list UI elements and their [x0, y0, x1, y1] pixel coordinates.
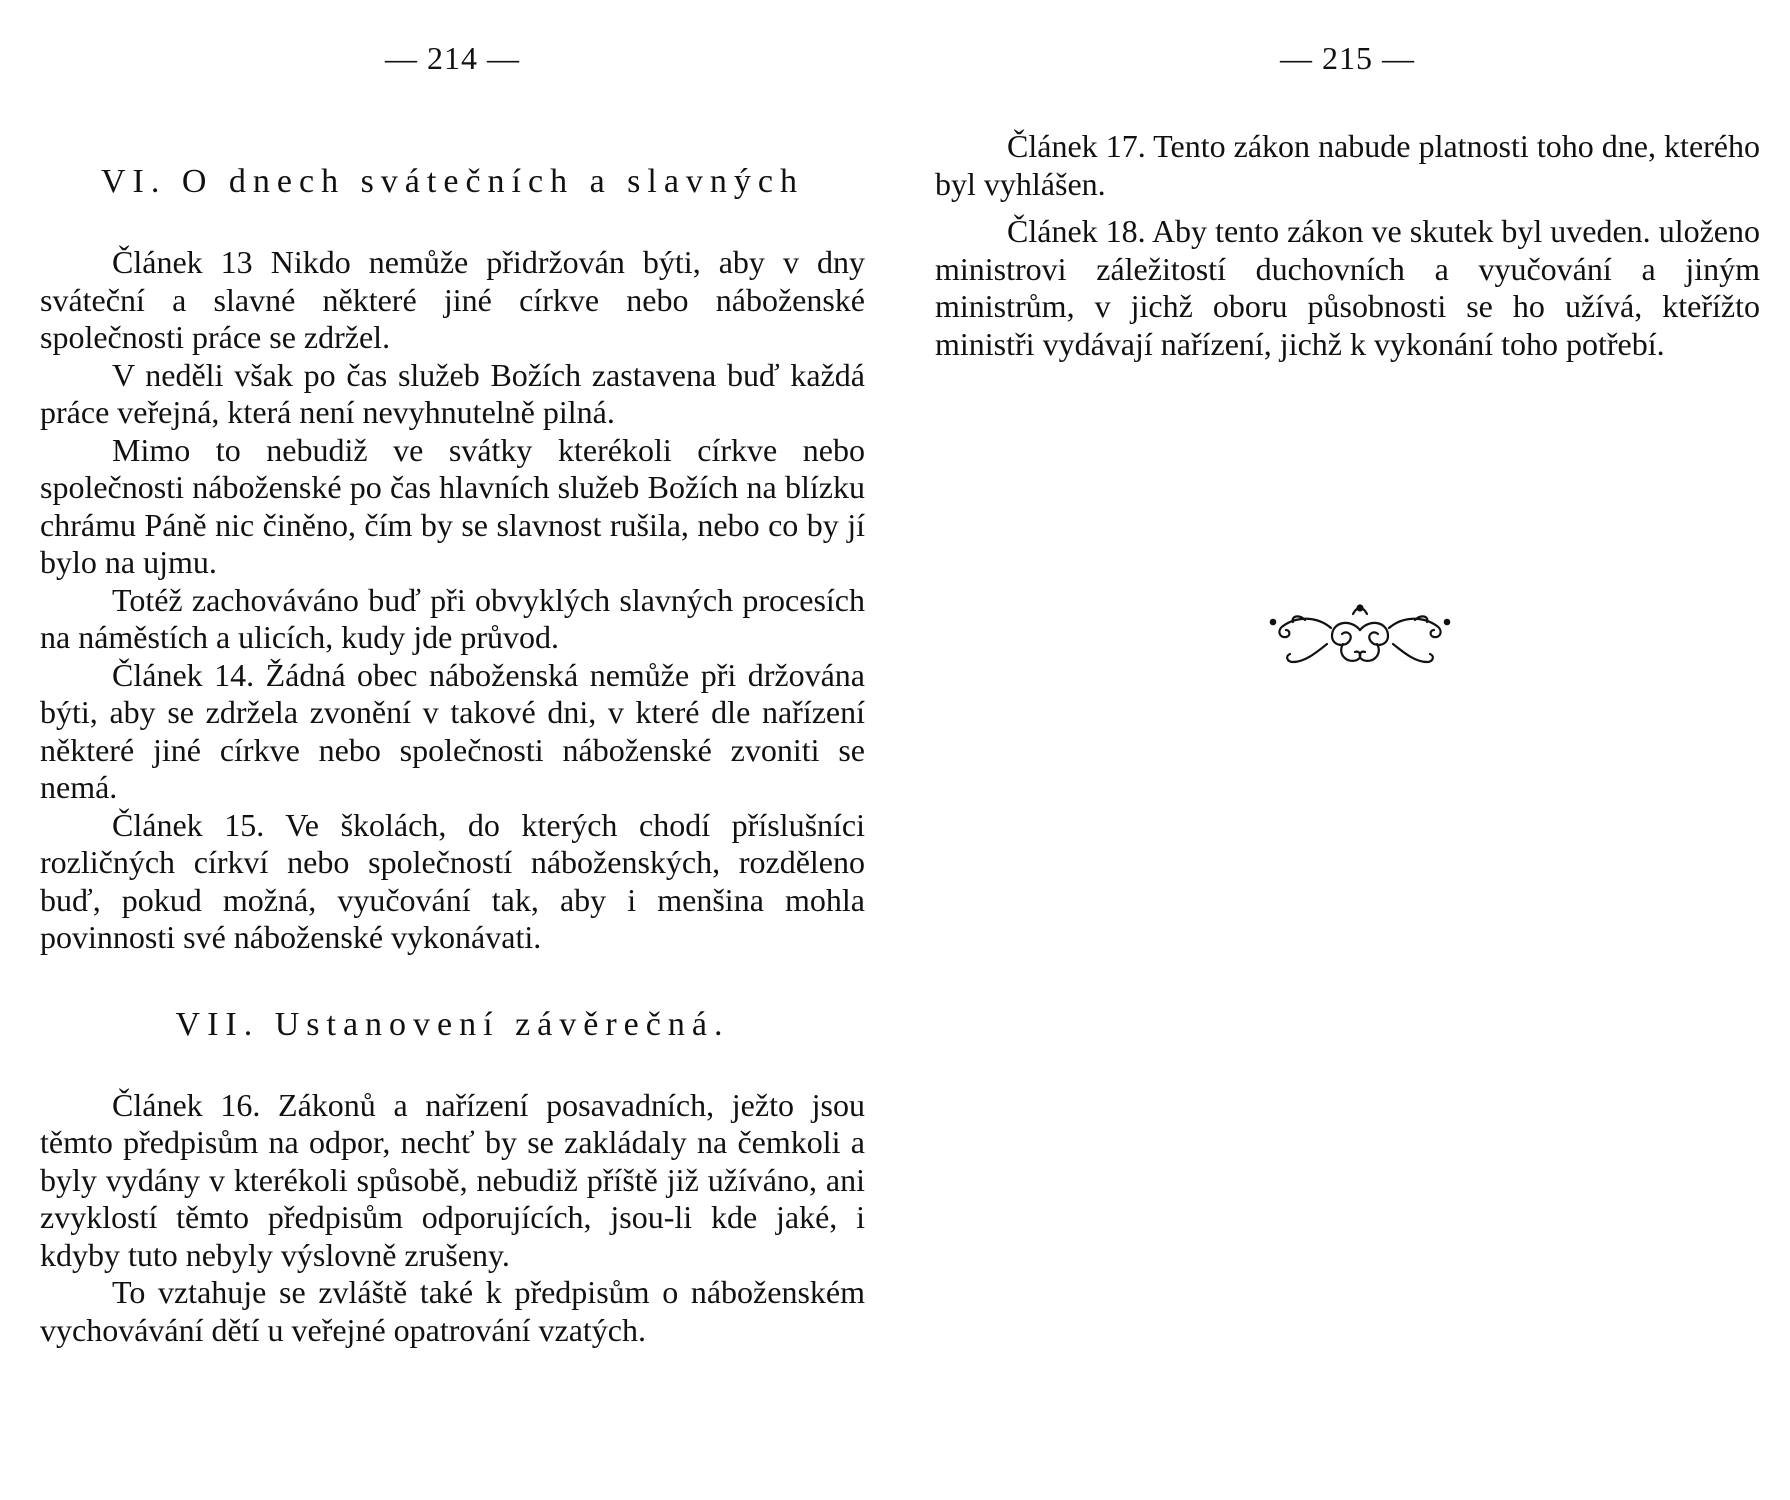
right-page-content: [935, 128, 1760, 363]
section-vi-heading: VI. O dnech svátečních a slavných: [100, 163, 805, 200]
left-page-content: [40, 162, 865, 1349]
procession-paragraph: Totéž zachováváno buď při obvyklých slavných procesích na náměstích a ulicích, kudy jde průvod.: [40, 581, 865, 655]
section-vii-heading: VII. Ustanovení závěrečná.: [175, 1005, 730, 1043]
holiday-disturbance-paragraph: Mimo to nebudiž ve svátky kterékoli církve nebo společnosti náboženské po čas hlavních služeb Božích na blízku chrámu Páně nic činěno, čím by se slavnost rušila, nebo co by jí bylo na ujmu.: [40, 431, 865, 580]
child-upbringing-paragraph: To vztahuje se zvláště také k předpisům o náboženském vychovávání dětí u veřejné opatrování vzatých.: [40, 1274, 865, 1348]
left-page: [40, 0, 865, 1500]
article-17-paragraph: Článek 17. Tento zákon nabude platnosti toho dne, kterého byl vyhlášen.: [935, 128, 1760, 202]
article-13-paragraph: Článek 13 Nikdo nemůže přidržován býti, aby v dny sváteční a slavné některé jiné církve nebo náboženské společnosti práce se zdržel.: [40, 244, 865, 355]
article-16-paragraph: Článek 16. Zákonů a nařízení posavadních, ježto jsou těmto předpisům na odpor, nechť by se zakládaly na čemkoli a byly vydány v kterékoli spůsobě, nebudiž příště již užíváno, ani zvyklostí těmto předpisům odporujících, jsou-li kde jaké, i kdyby tuto nebyly výslovně zrušeny.: [40, 1086, 865, 1273]
decorative-scroll-ornament-icon: [1265, 600, 1455, 670]
page-number-right: — 215 —: [1280, 40, 1415, 76]
article-15-paragraph: Článek 15. Ve školách, do kterých chodí příslušníci rozličných církví nebo společností náboženských, rozděleno buď, pokud možná, vyučování tak, aby i menšina mohla povinnosti své náboženské vykonávati.: [40, 806, 865, 955]
page-number-left: — 214 —: [385, 40, 520, 76]
right-page: [935, 0, 1760, 1500]
article-18-paragraph: Článek 18. Aby tento zákon ve skutek byl uveden. uloženo ministrovi záležitostí duchovních a vyučování a jiným ministrům, v jichž oboru působnosti se ho užívá, kteřížto ministři vydávají nařízení, jichž k vykonání toho potřebí.: [935, 213, 1760, 362]
article-14-paragraph: Článek 14. Žádná obec náboženská nemůže při držována býti, aby se zdržela zvonění v takové dni, v které dle nařízení některé jiné církve nebo společnosti náboženské zvoniti se nemá.: [40, 656, 865, 805]
sunday-work-paragraph: V neděli však po čas služeb Božích zastavena buď každá práce veřejná, která není nevyhnutelně pilná.: [40, 356, 865, 430]
